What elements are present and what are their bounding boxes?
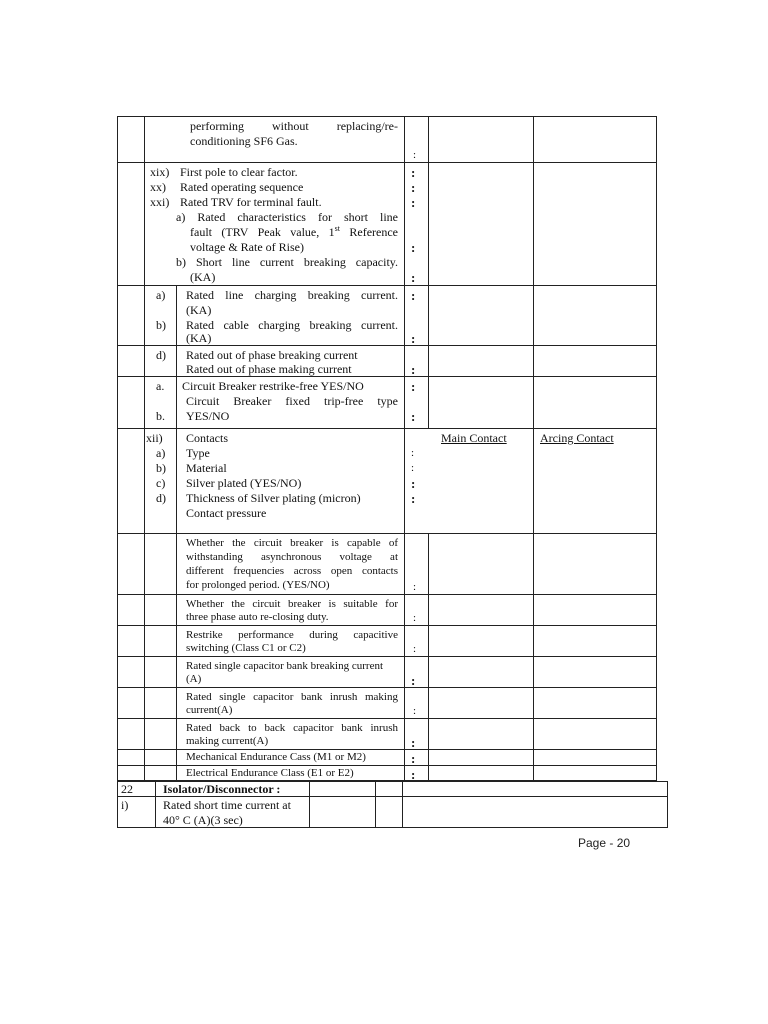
row3-b-line2: (KA) — [186, 331, 212, 345]
row4-line2: Rated out of phase making current — [186, 362, 352, 376]
row2-b-line1: b) Short line current breaking capacity. — [176, 255, 398, 269]
row-line — [117, 656, 657, 657]
row12-line2: making current(A) — [186, 735, 269, 747]
contact-item-label: b) — [156, 461, 166, 475]
contact-item-label: d) — [156, 491, 166, 505]
row10-line2: (A) — [186, 673, 202, 685]
row2-xix-colon: : — [411, 165, 416, 180]
row7-colon: : — [413, 581, 417, 593]
contact-item-text: Type — [186, 446, 210, 460]
row2-a-colon: : — [411, 240, 416, 255]
contact-item-text: Silver plated (YES/NO) — [186, 476, 302, 490]
col-line-2 — [404, 116, 405, 781]
row2-b-line2: (KA) — [190, 270, 216, 284]
row2-a-line3: voltage & Rate of Rise) — [190, 240, 304, 254]
row2-xxi-colon: : — [411, 195, 416, 210]
row3-b-label: b) — [156, 318, 166, 332]
row3-a-line2: (KA) — [186, 303, 212, 317]
row11-colon: : — [413, 705, 417, 717]
row2-xix-num: xix) — [150, 165, 170, 179]
row11-line1: Rated single capacitor bank inrush making — [186, 691, 398, 703]
row8-colon: : — [413, 612, 417, 624]
iso-row-line1: Rated short time current at — [163, 798, 291, 812]
row5-b-line1: Circuit Breaker fixed trip-free type — [186, 394, 398, 408]
row-line — [117, 162, 657, 163]
contact-pressure: Contact pressure — [186, 506, 267, 520]
page-number: Page - 20 — [578, 836, 631, 850]
contact-item-text: Thickness of Silver plating (micron) — [186, 491, 361, 505]
col-line-3b — [428, 533, 429, 781]
main-contact-header: Main Contact — [441, 431, 507, 445]
iso-col-line — [402, 781, 403, 828]
iso-col-line — [155, 781, 156, 828]
row-line — [117, 687, 657, 688]
iso-num: 22 — [121, 782, 133, 796]
row13-colon: : — [411, 751, 416, 766]
row5-a-colon: : — [411, 379, 416, 394]
row2-xix-text: First pole to clear factor. — [180, 165, 298, 179]
row12-colon: : — [411, 735, 416, 750]
row6-num: xii) — [146, 431, 163, 445]
contact-item-colon: : — [411, 462, 415, 474]
row2-xx-num: xx) — [150, 180, 166, 194]
col-line-1 — [144, 116, 145, 781]
row9-line2: switching (Class C1 or C2) — [186, 642, 306, 654]
col-line-4 — [533, 116, 534, 781]
row13-text: Mechanical Endurance Cass (M1 or M2) — [186, 751, 366, 763]
row6-heading: Contacts — [186, 431, 228, 445]
row1-colon: : — [413, 149, 417, 161]
row9-colon: : — [413, 643, 417, 655]
row3-a-colon: : — [411, 288, 416, 303]
row10-colon: : — [411, 673, 416, 688]
iso-heading: Isolator/Disconnector : — [163, 782, 281, 796]
row7-line2: withstanding asynchronous voltage at — [186, 551, 398, 563]
row8-line1: Whether the circuit breaker is suitable for — [186, 598, 398, 610]
row2-b-colon: : — [411, 270, 416, 285]
row2-xx-colon: : — [411, 180, 416, 195]
contact-item-colon: : — [411, 476, 416, 491]
iso-row-label: i) — [121, 798, 129, 812]
contact-item-label: a) — [156, 446, 166, 460]
row2-a-line1: a) Rated characteristics for short line — [176, 210, 398, 224]
iso-col-line — [375, 781, 376, 828]
row5-b-colon: : — [411, 409, 416, 424]
row8-line2: three phase auto re-closing duty. — [186, 611, 329, 623]
row3-a-line1: Rated line charging breaking current. — [186, 288, 398, 302]
row3-a-label: a) — [156, 288, 166, 302]
row12-line1: Rated back to back capacitor bank inrush — [186, 722, 398, 734]
row2-xxi-text: Rated TRV for terminal fault. — [180, 195, 322, 209]
contact-item-text: Material — [186, 461, 227, 475]
contact-item-colon: : — [411, 491, 416, 506]
iso-row-line2: 40° C (A)(3 sec) — [163, 813, 243, 827]
row-line — [117, 718, 657, 719]
row4-line1: Rated out of phase breaking current — [186, 348, 358, 362]
iso-col-line — [309, 781, 310, 828]
row7-line1: Whether the circuit breaker is capable of — [186, 537, 398, 549]
row7-line3: different frequencies across open contacts — [186, 565, 398, 577]
row9-line1: Restrike performance during capacitive — [186, 629, 398, 641]
contact-item-label: c) — [156, 476, 166, 490]
row4-label: d) — [156, 348, 166, 362]
row2-xxi-num: xxi) — [150, 195, 170, 209]
row5-b-line2: YES/NO — [186, 409, 230, 423]
row-line — [117, 428, 657, 429]
row10-line1: Rated single capacitor bank breaking current — [186, 660, 384, 672]
row5-a-text: Circuit Breaker restrike-free YES/NO — [182, 379, 364, 393]
row-line — [117, 594, 657, 595]
contact-item-colon: : — [411, 447, 415, 459]
row1-line1: performing without replacing/re- — [190, 119, 398, 133]
row7-line4: for prolonged period. (YES/NO) — [186, 579, 330, 591]
arcing-contact-header: Arcing Contact — [540, 431, 614, 445]
row4-colon: : — [411, 362, 416, 377]
row14-colon: : — [411, 767, 416, 782]
row11-line2: current(A) — [186, 704, 233, 716]
row5-a-label: a. — [156, 379, 165, 393]
row3-b-line1: Rated cable charging breaking current. — [186, 318, 398, 332]
row5-b-label: b. — [156, 409, 165, 423]
row-line — [117, 625, 657, 626]
row1-line2: conditioning SF6 Gas. — [190, 134, 298, 148]
row2-a-line2: fault (TRV Peak value, 1st Reference — [190, 224, 398, 239]
row2-xx-text: Rated operating sequence — [180, 180, 304, 194]
row-line — [117, 285, 657, 286]
row14-text: Electrical Endurance Class (E1 or E2) — [186, 767, 354, 779]
row-line — [117, 533, 657, 534]
row3-b-colon: : — [411, 331, 416, 346]
